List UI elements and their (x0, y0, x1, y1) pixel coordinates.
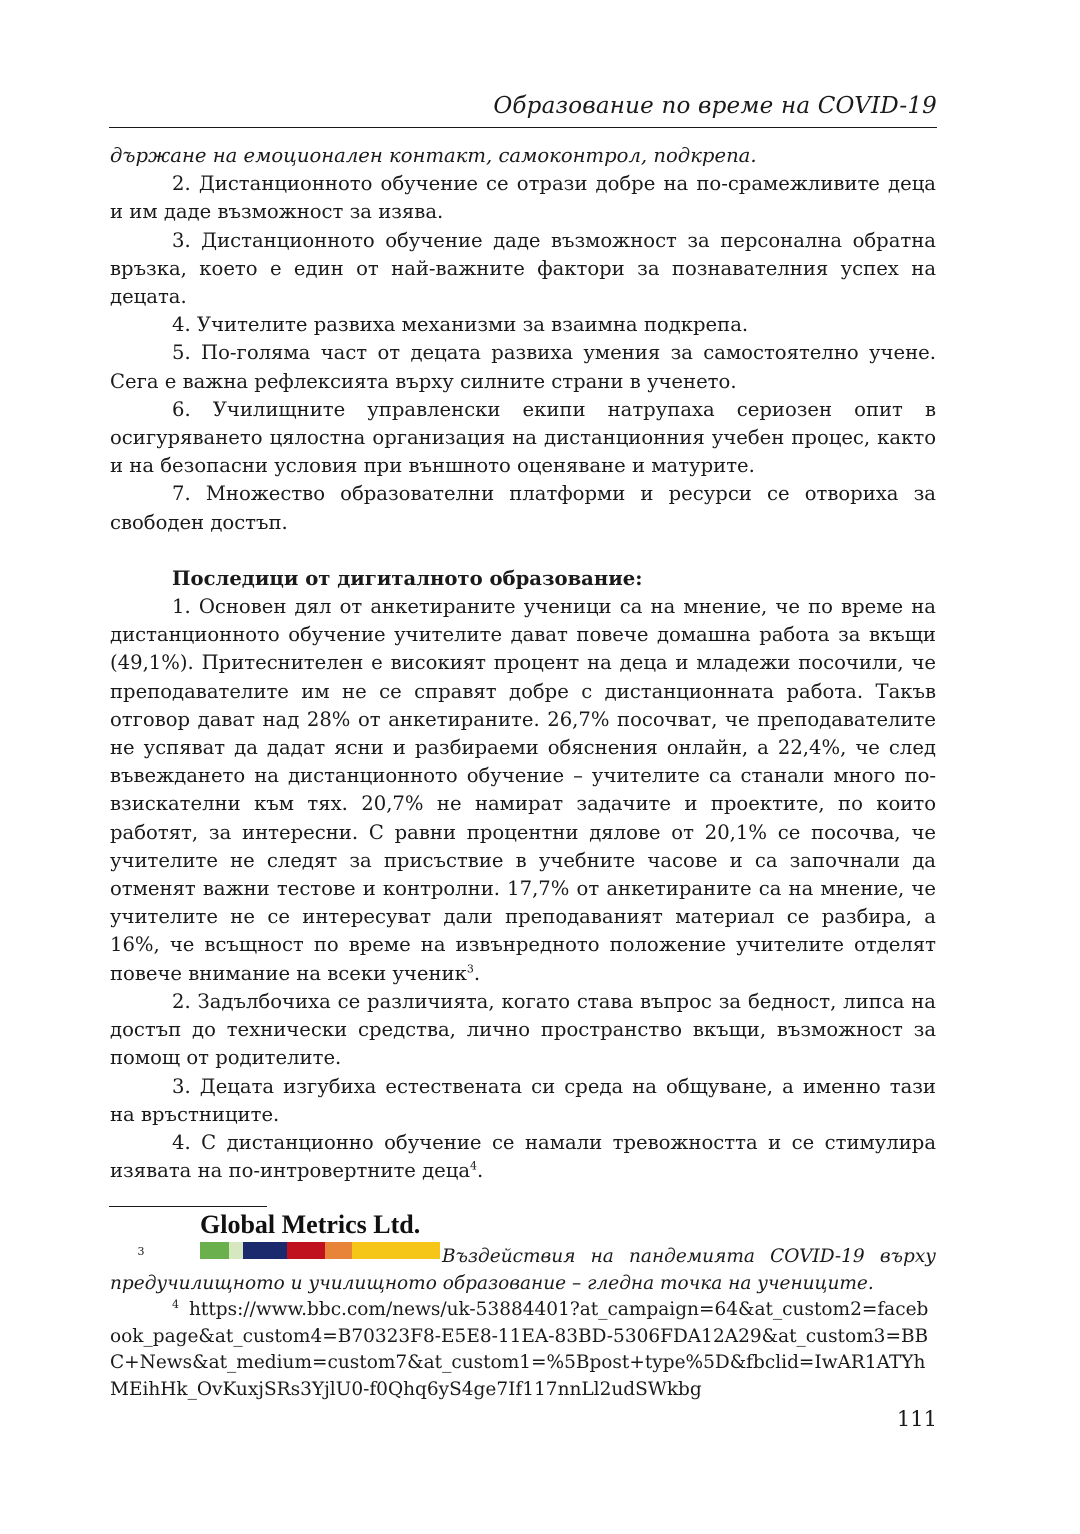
footnote-ref: 3 (466, 962, 474, 976)
list-item-tail: . (473, 961, 481, 985)
body-text (110, 142, 936, 1185)
list-item: 2. Задълбочиха се различията, когато става въпрос за бедност, липса на достъп до технически средства, лично пространство вкъщи, възможност за помощ от родителите. (110, 989, 936, 1070)
footnote-3-text: Въздействия на пандемията COVID-19 върху предучилищното и училищното образование – гледна точка на учениците. (110, 1246, 936, 1294)
list-item: 7. Множество образователни платформи и ресурси се отвориха за свободен достъп. (110, 482, 936, 534)
page-number: 111 (896, 1407, 937, 1431)
list-item-text: 1. Основен дял от анкетираните ученици са на мнение, че по време на дистанционното обучение учителите дават повече домашна работа за вкъщи (49,1%). Притеснителен е високият процент на деца и младежи посочили, че преподавателите им не се справят добре с дистанционната работа. Такъв отговор дават над 28% от анкетираните. 26,7% посочват, че преподавателите не успяват да дадат ясни и разбираеми обяснения онлайн, а 22,4%, че след въвеждането на дистанционното обучение – учителите са станали много по-взискателни към тях. 20,7% не намират задачите и проектите, по които работят, за интересни. С равни процентни дялове от 20,1% се посочва, че учителите не следят за присъствие в учебните часове и са започнали да отменят важни тестове и контролни. 17,7% от анкетираните са на мнение, че учителите не се интересуват дали преподаваният материал се разбира, а 16%, че всъщност по време на извънредното положение учителите отделят повече внимание на всеки ученик (110, 595, 936, 985)
footnote-4 (110, 1297, 936, 1403)
list-item: 4. Учителите развиха механизми за взаимна подкрепа. (172, 313, 749, 337)
footnote-ref: 4 (470, 1159, 478, 1173)
list-item: 3. Децата изгубиха естествената си среда на общуване, а именно тази на връстниците. (110, 1074, 936, 1126)
list-item (110, 1129, 936, 1185)
continued-paragraph: държане на емоционален контакт, самоконтрол, подкрепа. (110, 144, 757, 167)
list-item (110, 593, 936, 988)
footnotes (110, 1244, 936, 1403)
footnote-4-link[interactable]: https://www.bbc.com/news/uk-53884401?at_campaign=64&at_custom2=facebook_page&at_custom4=B70323F8-E5E8-11EA-83BD-5306FDA12A29&at_custom3=BBC+News&at_medium=custom7&at_custom1=%5Bpost+type%5D&fbclid=IwAR1ATYhMEihHk_OvKuxjSRs3YjlU0-f0Qhq6yS4ge7If117nnLl2udSWkbg (110, 1299, 929, 1400)
footnote-rule (109, 1206, 267, 1207)
logo-text: Global Metrics Ltd. (200, 1210, 421, 1239)
list-item: 3. Дистанционното обучение даде възможност за персонална обратна връзка, което е един от най-важните фактори за познавателния успех на децата. (110, 228, 936, 309)
header-rule (109, 127, 937, 128)
section-heading: Последици от дигиталното образование: (172, 566, 643, 590)
running-header: Образование по време на COVID-19 (493, 93, 937, 119)
list-item: 2. Дистанционното обучение се отрази добре на по-срамежливите деца и им даде възможност за изява. (110, 172, 936, 224)
list-item-text: 4. С дистанционно обучение се намали тревожността и се стимулира изявата на по-интровертните деца (110, 1130, 936, 1183)
list-item: 6. Училищните управленски екипи натрупаха сериозен опит в осигуряването цялостна организация на дистанционния учебен процес, както и на безопасни условия при външното оценяване и матурите. (110, 397, 936, 478)
list-item-tail: . (477, 1159, 484, 1183)
list-item: 5. По-голяма част от децата развиха умения за самостоятелно учене. Сега е важна рефлексията върху силните страни в ученето. (110, 341, 936, 393)
footnote-3: 3 Въздействия на пандемията COVID-19 върху предучилищното и училищното образование – гледна точка на учениците. (110, 1244, 936, 1294)
footnote-number: 4 (172, 1297, 179, 1311)
